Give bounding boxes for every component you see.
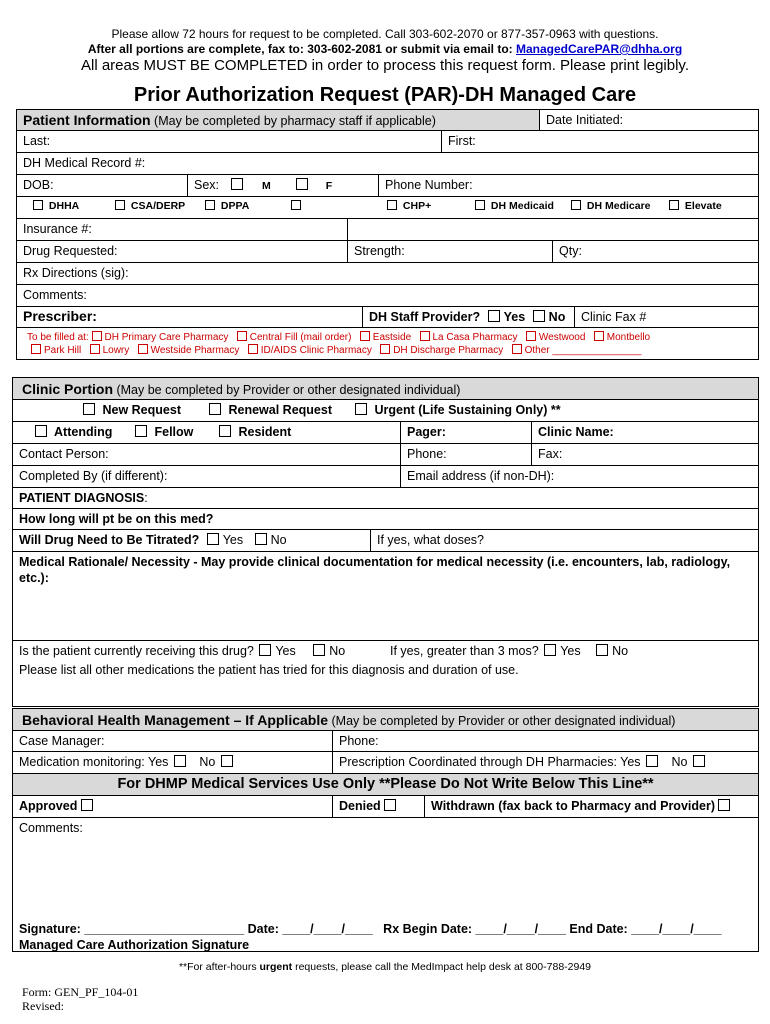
greater3-label: If yes, greater than 3 mos?: [390, 644, 539, 658]
new-request-option[interactable]: New Request: [77, 400, 181, 421]
checkbox-icon[interactable]: [205, 200, 215, 210]
plan-row: [17, 197, 758, 219]
checkbox-icon[interactable]: [209, 403, 221, 415]
pharmacy-option: DH Primary Care Pharmacy: [104, 332, 229, 343]
sex-field: [187, 175, 378, 196]
greater3-no-label: No: [612, 644, 629, 658]
clinic-phone-field[interactable]: Phone:: [400, 444, 531, 465]
signature-line[interactable]: Signature: _______________________ Date: ____/____/____ Rx Begin Date: ____/____/____ End Date: ____/____/____: [19, 922, 722, 936]
staff-provider-label: DH Staff Provider?: [369, 310, 481, 324]
other-meds-field[interactable]: Please list all other medications the patient has tried for this diagnosis and duration of use.: [19, 663, 519, 677]
med-monitoring-no-checkbox[interactable]: [221, 755, 233, 767]
checkbox-icon[interactable]: [81, 799, 93, 811]
plan-dh-medicaid[interactable]: DH Medicaid: [469, 197, 554, 218]
patient-heading-note: (May be completed by pharmacy staff if applicable): [154, 114, 436, 128]
titrated-label: Will Drug Need to Be Titrated?: [19, 533, 200, 547]
dhmp-heading: For DHMP Medical Services Use Only **Please Do Not Write Below This Line**: [117, 776, 654, 792]
med-monitoring-no-label: No: [199, 755, 216, 769]
checkbox-icon[interactable]: [138, 344, 148, 354]
clinic-heading: Clinic Portion: [22, 381, 113, 397]
pharmacy-option: Central Fill (mail order): [249, 332, 352, 343]
staff-yes-checkbox[interactable]: [488, 310, 500, 322]
date-initiated-field[interactable]: Date Initiated:: [539, 110, 758, 130]
clinic-fax-number-field[interactable]: Fax:: [531, 444, 758, 465]
med-monitoring-field: [13, 752, 332, 773]
med-monitoring-yes-checkbox[interactable]: [174, 755, 186, 767]
phone-number-field[interactable]: Phone Number:: [378, 175, 758, 196]
insurance-extra-field[interactable]: [347, 219, 758, 240]
plan-dhha[interactable]: DHHA: [27, 197, 79, 218]
checkbox-icon[interactable]: [237, 331, 247, 341]
completed-by-field[interactable]: Completed By (if different):: [19, 469, 168, 483]
staff-no-checkbox[interactable]: [533, 310, 545, 322]
dob-field[interactable]: DOB:: [23, 178, 54, 192]
afterhours-note: **For after-hours urgent requests, please call the MedImpact help desk at 800-788-2949: [178, 961, 592, 973]
behavioral-section: [12, 708, 759, 952]
plan-csa-derp[interactable]: CSA/DERP: [109, 197, 185, 218]
plan-dh-medicare[interactable]: DH Medicare: [565, 197, 651, 218]
clinic-header: [13, 378, 758, 399]
sex-f-label: F: [325, 180, 333, 192]
rx-coordinated-yes-checkbox[interactable]: [646, 755, 658, 767]
checkbox-icon[interactable]: [475, 200, 485, 210]
checkbox-icon[interactable]: [718, 799, 730, 811]
behavioral-phone-field[interactable]: Phone:: [332, 731, 758, 751]
greater3-yes-label: Yes: [560, 644, 581, 658]
patient-heading: Patient Information: [23, 112, 151, 128]
first-name-field[interactable]: First:: [441, 131, 758, 152]
receiving-drug-field: [13, 641, 345, 662]
form-id: Form: GEN_PF_104-01: [22, 985, 139, 999]
resident-option[interactable]: Resident: [213, 422, 291, 443]
rx-coordinated-label: Prescription Coordinated through DH Pharmacies: Yes: [339, 755, 641, 769]
clinic-fax-field[interactable]: Clinic Fax #: [574, 307, 758, 327]
case-manager-field[interactable]: Case Manager:: [19, 734, 105, 748]
dhmp-comments-field[interactable]: Comments:: [19, 821, 83, 835]
pharmacy-option: Westside Pharmacy: [150, 345, 240, 356]
receiving-label: Is the patient currently receiving this drug?: [19, 644, 254, 658]
qty-field[interactable]: Qty:: [552, 241, 758, 262]
receiving-no-checkbox[interactable]: [313, 644, 325, 656]
fax-text: After all portions are complete, fax to: 303-602-2081 or submit via email to:: [87, 42, 516, 56]
approved-option[interactable]: Approved: [13, 796, 332, 817]
receiving-yes-label: Yes: [275, 644, 296, 658]
patient-section: [16, 109, 759, 360]
plan-chp[interactable]: CHP+: [381, 197, 431, 218]
pharmacy-option: La Casa Pharmacy: [432, 332, 518, 343]
checkbox-icon[interactable]: [594, 331, 604, 341]
pharmacy-option: Eastside: [372, 332, 412, 343]
email-link[interactable]: ManagedCarePAR@dhha.org: [515, 42, 683, 56]
behavioral-header: [13, 709, 758, 730]
checkbox-icon[interactable]: [526, 331, 536, 341]
checkbox-icon[interactable]: [512, 344, 522, 354]
pager-field[interactable]: Pager:: [400, 422, 531, 443]
checkbox-icon[interactable]: [115, 200, 125, 210]
behavioral-heading: Behavioral Health Management – If Applicable: [22, 712, 329, 728]
receiving-no-label: No: [329, 644, 346, 658]
filled-at-label: To be filled at:: [27, 332, 89, 343]
comments-field[interactable]: Comments:: [23, 288, 87, 302]
med-monitoring-label: Medication monitoring: Yes: [19, 755, 169, 769]
renewal-request-option[interactable]: Renewal Request: [203, 400, 332, 421]
sex-f-checkbox[interactable]: [296, 178, 308, 190]
checkbox-icon[interactable]: [135, 425, 147, 437]
pharmacy-option: Park Hill: [44, 345, 82, 356]
revised-label: Revised:: [22, 999, 64, 1013]
titrated-yes-label: Yes: [222, 533, 244, 547]
attending-option[interactable]: Attending: [29, 422, 112, 443]
checkbox-icon[interactable]: [33, 200, 43, 210]
instructions-line: Please allow 72 hours for request to be completed. Call 303-602-2070 or 877-357-0963 with questions.: [111, 27, 659, 41]
checkbox-icon[interactable]: [90, 344, 100, 354]
email-address-field[interactable]: Email address (if non-DH):: [400, 466, 758, 487]
insurance-field[interactable]: Insurance #:: [23, 222, 92, 236]
checkbox-icon[interactable]: [380, 344, 390, 354]
checkbox-icon[interactable]: [248, 344, 258, 354]
pharmacy-option: Montbello: [606, 332, 651, 343]
staff-provider-field: [362, 307, 574, 327]
drug-requested-field[interactable]: Drug Requested:: [23, 244, 118, 258]
rationale-field[interactable]: Medical Rationale/ Necessity - May provide clinical documentation for medical necessity (i.e. encounters, lab, radiology, etc.):: [19, 555, 731, 585]
must-complete-line: All areas MUST BE COMPLETED in order to process this request form. Please print legibly.: [80, 57, 689, 74]
patient-header: [17, 110, 539, 130]
greater3-no-checkbox[interactable]: [596, 644, 608, 656]
clinic-name-field[interactable]: Clinic Name:: [531, 422, 758, 443]
titrated-yes-checkbox[interactable]: [207, 533, 219, 545]
diagnosis-field[interactable]: PATIENT DIAGNOSIS:: [19, 491, 148, 505]
checkbox-icon[interactable]: [571, 200, 581, 210]
pharmacy-option: Westwood: [538, 332, 586, 343]
how-long-field[interactable]: How long will pt be on this med?: [19, 512, 214, 526]
receiving-yes-checkbox[interactable]: [259, 644, 271, 656]
checkbox-icon[interactable]: [31, 344, 41, 354]
strength-field[interactable]: Strength:: [347, 241, 552, 262]
pharmacy-option: DH Discharge Pharmacy: [393, 345, 504, 356]
checkbox-icon[interactable]: [387, 200, 397, 210]
contact-person-field[interactable]: Contact Person:: [19, 447, 109, 461]
urgent-option[interactable]: Urgent (Life Sustaining Only) **: [349, 400, 561, 421]
behavioral-heading-note: (May be completed by Provider or other designated individual): [331, 714, 676, 728]
checkbox-icon[interactable]: [291, 200, 301, 210]
rx-coordinated-no-label: No: [671, 755, 688, 769]
plan-elevate[interactable]: Elevate: [663, 197, 722, 218]
clinic-heading-note: (May be completed by Provider or other designated individual): [116, 383, 461, 397]
form-title: Prior Authorization Request (PAR)-DH Managed Care: [133, 84, 637, 106]
checkbox-icon[interactable]: [92, 331, 102, 341]
checkbox-icon[interactable]: [35, 425, 47, 437]
sex-m-label: M: [261, 180, 271, 192]
pharmacy-option: ID/AIDS Clinic Pharmacy: [260, 345, 372, 356]
last-name-field[interactable]: Last:: [23, 134, 51, 148]
clinic-section: [12, 377, 759, 707]
sex-m-checkbox[interactable]: [231, 178, 243, 190]
doses-field[interactable]: If yes, what doses?: [370, 530, 758, 551]
filled-at-line2: [31, 344, 641, 356]
plan-dppa[interactable]: DPPA: [199, 197, 249, 218]
fellow-option[interactable]: Fellow: [129, 422, 193, 443]
greater3-yes-checkbox[interactable]: [544, 644, 556, 656]
denied-option[interactable]: Denied: [332, 796, 424, 817]
titrated-no-checkbox[interactable]: [255, 533, 267, 545]
checkbox-icon[interactable]: [219, 425, 231, 437]
checkbox-icon[interactable]: [384, 799, 396, 811]
checkbox-icon[interactable]: [420, 331, 430, 341]
rx-coordinated-no-checkbox[interactable]: [693, 755, 705, 767]
prescriber-field[interactable]: Prescriber:: [23, 308, 97, 324]
signature-caption: Managed Care Authorization Signature: [19, 938, 250, 952]
checkbox-icon[interactable]: [83, 403, 95, 415]
titrated-no-label: No: [270, 533, 287, 547]
staff-yes-label: Yes: [503, 310, 526, 324]
checkbox-icon[interactable]: [360, 331, 370, 341]
rx-directions-field[interactable]: Rx Directions (sig):: [23, 266, 129, 280]
plan-blank[interactable]: [285, 197, 304, 218]
pharmacy-option: Lowry: [102, 345, 130, 356]
rx-coordinated-field: [332, 752, 758, 773]
sex-label: Sex:: [194, 178, 220, 192]
staff-no-label: No: [548, 310, 566, 324]
titrated-field: [13, 530, 370, 551]
fax-email-line: [0, 42, 770, 56]
pharmacy-option: Other ________________: [524, 345, 642, 356]
filled-at-line1: [27, 331, 650, 343]
checkbox-icon[interactable]: [669, 200, 679, 210]
mrn-field[interactable]: DH Medical Record #:: [23, 156, 146, 170]
checkbox-icon[interactable]: [355, 403, 367, 415]
withdrawn-option[interactable]: Withdrawn (fax back to Pharmacy and Provider): [424, 796, 758, 817]
greater-3mos-field: [384, 641, 628, 662]
filled-at-row: [17, 328, 758, 360]
